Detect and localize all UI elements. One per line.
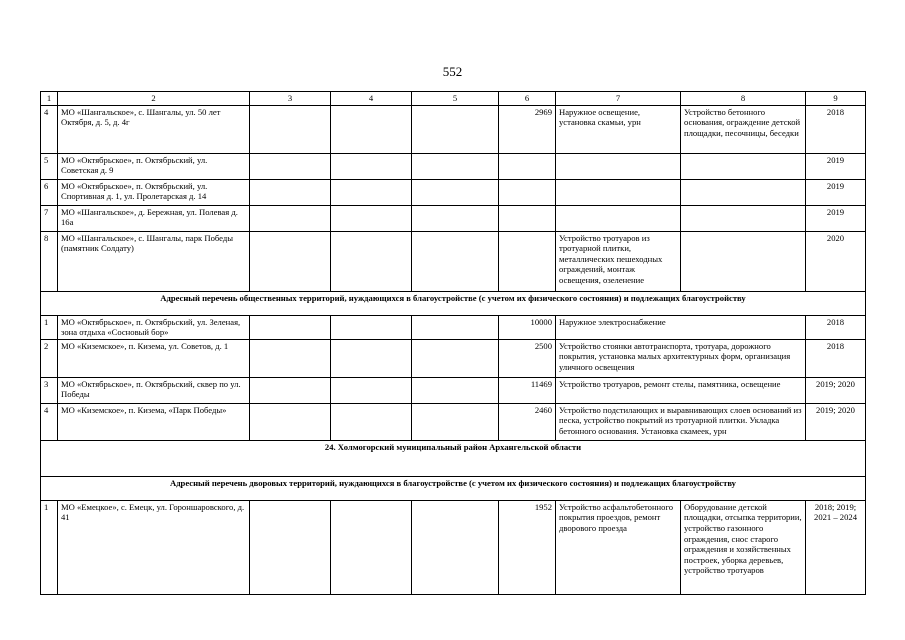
- row-address: МО «Шангальское», с. Шангалы, парк Победы (памятник Солдату): [58, 231, 250, 291]
- row-works-8: Оборудование детской площадки, отсыпка территории, устройство газонного ограждения, снос старого ограждения и хозяйственных построек, уборка деревьев, устройство тротуаров: [681, 500, 806, 594]
- row-year: 2019; 2020: [806, 403, 866, 440]
- empty-cell: [250, 231, 331, 291]
- row-address: МО «Октябрьское», п. Октябрьский, сквер по ул. Победы: [58, 377, 250, 403]
- header-col-3: 3: [250, 92, 331, 106]
- empty-cell: [250, 205, 331, 231]
- empty-cell: [331, 153, 412, 179]
- empty-cell: [412, 153, 499, 179]
- row-works-8: [681, 205, 806, 231]
- row-works-7: [556, 205, 681, 231]
- section-row: [41, 440, 866, 476]
- row-year: 2019: [806, 153, 866, 179]
- header-col-4: 4: [331, 92, 412, 106]
- empty-cell: [412, 231, 499, 291]
- row-year: 2019: [806, 205, 866, 231]
- row-number: 6: [41, 179, 58, 205]
- empty-cell: [250, 500, 331, 594]
- row-number: 2: [41, 339, 58, 377]
- section-public-title: Адресный перечень общественных территорий, нуждающихся в благоустройстве (с учетом их физического состояния) и подлежащих благоустройству: [41, 291, 866, 315]
- row-address: МО «Октябрьское», п. Октябрьский, ул. Спортивная д. 1, ул. Пролетарская д. 14: [58, 179, 250, 205]
- row-year: 2018: [806, 315, 866, 339]
- row-year: 2020: [806, 231, 866, 291]
- row-address: МО «Октябрьское», п. Октябрьский, ул. Советская д. 9: [58, 153, 250, 179]
- row-works-7: Наружное освещение, установка скамьи, урн: [556, 105, 681, 153]
- empty-cell: [331, 339, 412, 377]
- row-works-8: Устройство бетонного основания, ограждение детской площадки, песочницы, беседки: [681, 105, 806, 153]
- empty-cell: [412, 500, 499, 594]
- table-row: [41, 179, 866, 205]
- row-works: Наружное электроснабжение: [556, 315, 806, 339]
- row-area: 2460: [499, 403, 556, 440]
- row-area: [499, 205, 556, 231]
- row-year: 2018: [806, 105, 866, 153]
- row-works-7: Устройство тротуаров из тротуарной плитки, металлических пешеходных ограждений, монтаж освещения, озеленение: [556, 231, 681, 291]
- row-area: [499, 179, 556, 205]
- empty-cell: [412, 179, 499, 205]
- empty-cell: [412, 205, 499, 231]
- row-address: МО «Октябрьское», п. Октябрьский, ул. Зеленая, зона отдыха «Сосновый бор»: [58, 315, 250, 339]
- section-yard-title: Адресный перечень дворовых территорий, нуждающихся в благоустройстве (с учетом их физического состояния) и подлежащих благоустройству: [41, 476, 866, 500]
- section-row: [41, 476, 866, 500]
- row-works-7: [556, 179, 681, 205]
- header-col-2: 2: [58, 92, 250, 106]
- row-address: МО «Шангальское», с. Шангалы, ул. 50 лет Октября, д. 5, д. 4г: [58, 105, 250, 153]
- table-row: [41, 339, 866, 377]
- empty-cell: [331, 205, 412, 231]
- row-works-8: [681, 153, 806, 179]
- table-row: [41, 315, 866, 339]
- row-area: 1952: [499, 500, 556, 594]
- empty-cell: [331, 179, 412, 205]
- row-area: 11469: [499, 377, 556, 403]
- header-col-8: 8: [681, 92, 806, 106]
- row-works-7: [556, 153, 681, 179]
- row-works: Устройство тротуаров, ремонт стелы, памятника, освещение: [556, 377, 806, 403]
- row-number: 1: [41, 500, 58, 594]
- empty-cell: [250, 339, 331, 377]
- header-col-7: 7: [556, 92, 681, 106]
- row-area: [499, 153, 556, 179]
- row-works-8: [681, 179, 806, 205]
- table-row: [41, 500, 866, 594]
- row-year: 2018; 2019; 2021 – 2024: [806, 500, 866, 594]
- row-area: 2500: [499, 339, 556, 377]
- empty-cell: [412, 377, 499, 403]
- row-year: 2019; 2020: [806, 377, 866, 403]
- row-year: 2019: [806, 179, 866, 205]
- empty-cell: [331, 315, 412, 339]
- empty-cell: [412, 315, 499, 339]
- row-number: 1: [41, 315, 58, 339]
- row-year: 2018: [806, 339, 866, 377]
- row-number: 8: [41, 231, 58, 291]
- row-address: МО «Киземское», п. Кизема, ул. Советов, д. 1: [58, 339, 250, 377]
- row-number: 3: [41, 377, 58, 403]
- section-row: [41, 291, 866, 315]
- table-row: [41, 105, 866, 153]
- empty-cell: [331, 403, 412, 440]
- row-area: 10000: [499, 315, 556, 339]
- empty-cell: [412, 403, 499, 440]
- empty-cell: [331, 500, 412, 594]
- empty-cell: [250, 403, 331, 440]
- header-col-6: 6: [499, 92, 556, 106]
- row-address: МО «Киземское», п. Кизема, «Парк Победы»: [58, 403, 250, 440]
- empty-cell: [250, 179, 331, 205]
- empty-cell: [412, 339, 499, 377]
- empty-cell: [250, 153, 331, 179]
- table-row: [41, 153, 866, 179]
- row-works-8: [681, 231, 806, 291]
- row-address: МО «Емецкое», с. Емецк, ул. Гороншаровского, д. 41: [58, 500, 250, 594]
- table-row: [41, 231, 866, 291]
- row-address: МО «Шангальское», д. Бережная, ул. Полевая д. 16а: [58, 205, 250, 231]
- row-number: 4: [41, 105, 58, 153]
- empty-cell: [331, 231, 412, 291]
- address-table: [40, 91, 866, 595]
- row-number: 7: [41, 205, 58, 231]
- row-number: 5: [41, 153, 58, 179]
- page-number: 552: [442, 64, 463, 79]
- empty-cell: [250, 105, 331, 153]
- section-district-title: 24. Холмогорский муниципальный район Архангельской области: [41, 440, 866, 476]
- empty-cell: [331, 105, 412, 153]
- row-number: 4: [41, 403, 58, 440]
- table-header-row: [41, 92, 866, 106]
- empty-cell: [250, 315, 331, 339]
- table-row: [41, 377, 866, 403]
- header-col-5: 5: [412, 92, 499, 106]
- row-area: [499, 231, 556, 291]
- empty-cell: [331, 377, 412, 403]
- table-row: [41, 403, 866, 440]
- empty-cell: [250, 377, 331, 403]
- empty-cell: [412, 105, 499, 153]
- row-works: Устройство стоянки автотранспорта, тротуара, дорожного покрытия, установка малых архитектурных форм, организация уличного освещения: [556, 339, 806, 377]
- row-area: 2969: [499, 105, 556, 153]
- header-col-9: 9: [806, 92, 866, 106]
- row-works-7: Устройство асфальтобетонного покрытия проездов, ремонт дворового проезда: [556, 500, 681, 594]
- row-works: Устройство подстилающих и выравнивающих слоев оснований из песка, устройство покрытий из тротуарной плитки. Укладка бетонного основания. Установка скамеек, урн: [556, 403, 806, 440]
- header-col-1: 1: [41, 92, 58, 106]
- table-row: [41, 205, 866, 231]
